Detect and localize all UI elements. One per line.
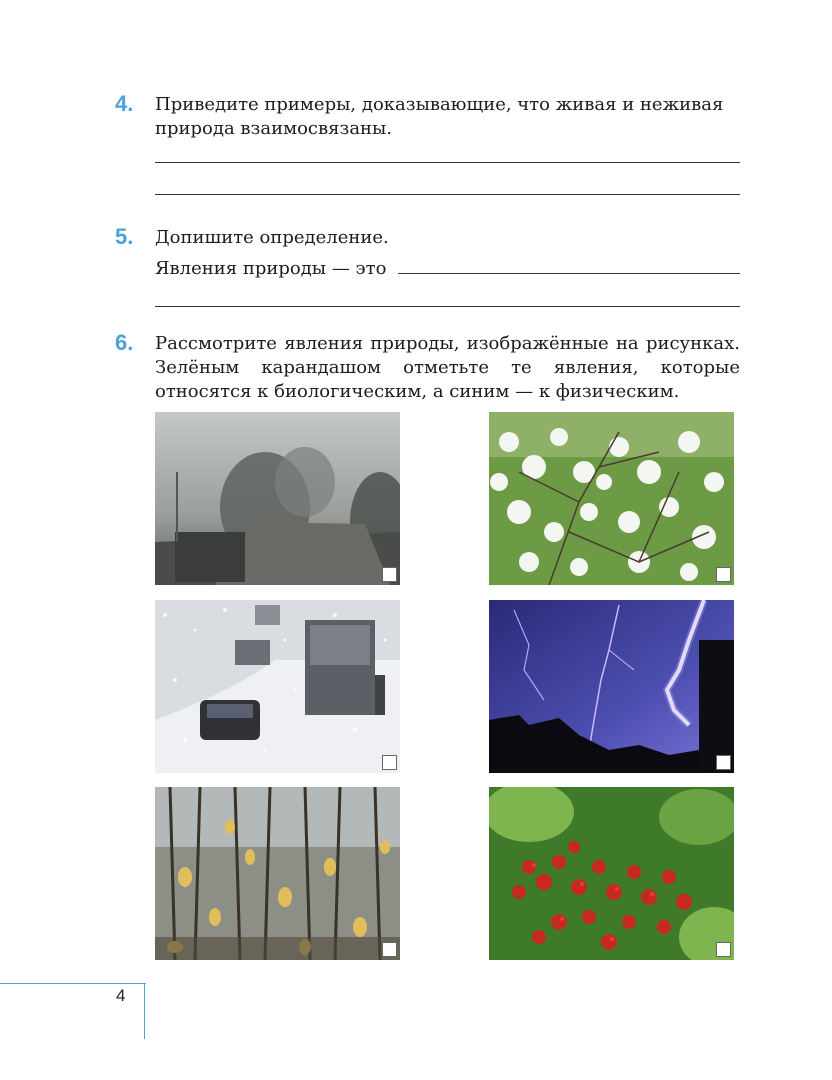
lightning-image (489, 600, 734, 773)
photo-cherry-blossom (489, 412, 734, 585)
photo-checkbox[interactable] (716, 942, 731, 957)
definition-prefix: Явления природы — это (155, 258, 387, 279)
task-4-number: 4. (115, 91, 134, 116)
task-4 (115, 93, 740, 203)
task-5-text: Допишите определение. (155, 227, 389, 248)
footer-rule (0, 983, 146, 984)
task-5-number: 5. (115, 224, 134, 249)
task-6 (115, 332, 740, 412)
photo-checkbox[interactable] (716, 755, 731, 770)
blossom-image (489, 412, 734, 585)
task-5 (115, 226, 740, 316)
answer-line[interactable] (155, 194, 740, 195)
task-6-number: 6. (115, 330, 134, 355)
photo-lightning (489, 600, 734, 773)
page-number: 4 (116, 986, 126, 1005)
berries-image (489, 787, 734, 960)
photo-snowstorm (155, 600, 400, 773)
photo-fog (155, 412, 400, 585)
photo-autumn-leaf-fall (155, 787, 400, 960)
footer-divider (144, 983, 145, 1039)
task-4-text: Приведите примеры, доказывающие, что живая и неживая природа взаимосвязаны. (155, 94, 724, 139)
snowstorm-image (155, 600, 400, 773)
photo-checkbox[interactable] (382, 942, 397, 957)
task-6-text: Рассмотрите явления природы, изображённые на рисунках. Зелёным карандашом отметьте те явления, которые относятся к биологическим, а синим — к физическим. (155, 333, 740, 402)
page-footer (0, 983, 146, 1039)
photo-checkbox[interactable] (382, 755, 397, 770)
photo-checkbox[interactable] (382, 567, 397, 582)
answer-line[interactable] (155, 306, 740, 307)
photo-checkbox[interactable] (716, 567, 731, 582)
photo-viburnum-berries (489, 787, 734, 960)
answer-line[interactable] (155, 162, 740, 163)
definition-answer-line[interactable] (398, 273, 740, 274)
fog-image (155, 412, 400, 585)
autumn-image (155, 787, 400, 960)
